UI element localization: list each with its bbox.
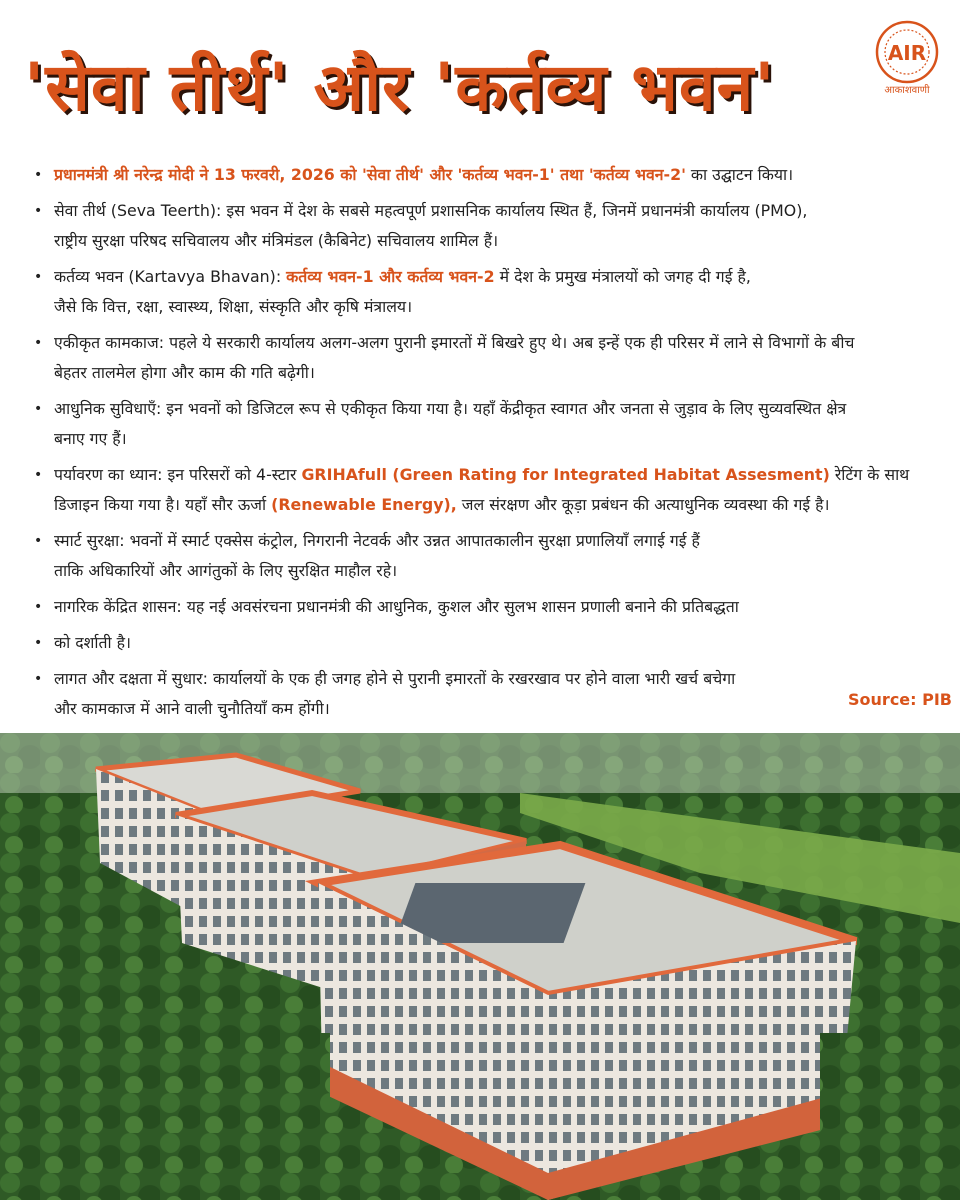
point-text: लागत और दक्षता में सुधार: कार्यालयों के एक ही जगह होने से पुरानी इमारतों के रखरखाव पर होने वाला भारी खर्च बचेगा	[54, 669, 736, 688]
point-text: एकीकृत कामकाज: पहले ये सरकारी कार्यालय अलग-अलग पुरानी इमारतों में बिखरे हुए थे। अब इन्हें एक ही परिसर में लाने से विभागों के बीच	[54, 333, 855, 352]
source-credit: Source: PIB	[848, 690, 952, 709]
point-text: और कामकाज में आने वाली चुनौतियाँ कम होंगी।	[54, 699, 330, 718]
point-text: राष्ट्रीय सुरक्षा परिषद सचिवालय और मंत्रिमंडल (कैबिनेट) सचिवालय शामिल हैं।	[54, 231, 499, 250]
point-text: बेहतर तालमेल होगा और काम की गति बढ़ेगी।	[54, 363, 315, 382]
point-text: जैसे कि वित्त, रक्षा, स्वास्थ्य, शिक्षा, संस्कृति और कृषि मंत्रालय।	[54, 297, 413, 316]
list-item	[28, 160, 958, 190]
list-item	[28, 664, 958, 724]
point-highlight: कर्तव्य भवन-1 और कर्तव्य भवन-2	[286, 267, 495, 286]
point-highlight: (Renewable Energy),	[271, 495, 457, 514]
point-text: आधुनिक सुविधाएँ: इन भवनों को डिजिटल रूप से एकीकृत किया गया है। यहाँ केंद्रीकृत स्वागत और जनता से जुड़ाव के लिए सुव्यवस्थित क्षेत्र	[54, 399, 847, 418]
point-highlight: GRIHAfull (Green Rating for Integrated Habitat Assesment)	[301, 465, 830, 484]
point-text: रेटिंग के साथ	[829, 465, 910, 484]
list-item	[28, 526, 958, 586]
bullet-icon: •	[34, 467, 43, 483]
list-item	[28, 628, 958, 658]
bullet-icon: •	[34, 635, 43, 651]
point-text: कर्तव्य भवन (Kartavya Bhavan):	[54, 267, 287, 286]
bullet-icon: •	[34, 671, 43, 687]
bullet-list	[28, 160, 958, 730]
point-text: सेवा तीर्थ (Seva Teerth): इस भवन में देश के सबसे महत्वपूर्ण प्रशासनिक कार्यालय स्थित हैं, जिनमें प्रधानमंत्री कार्यालय (PMO),	[54, 201, 808, 220]
bullet-icon: •	[34, 167, 43, 183]
bullet-icon: •	[34, 335, 43, 351]
point-text: बनाए गए हैं।	[54, 429, 127, 448]
list-item	[28, 592, 958, 622]
point-lead: प्रधानमंत्री श्री नरेन्द्र मोदी ने 13 फरवरी, 2026 को 'सेवा तीर्थ' और 'कर्तव्य भवन-1' तथा 'कर्तव्य भवन-2'	[54, 165, 686, 184]
point-text: में देश के प्रमुख मंत्रालयों को जगह दी गई है,	[494, 267, 751, 286]
aerial-building-photo	[0, 733, 960, 1200]
list-item	[28, 460, 958, 520]
bullet-icon: •	[34, 203, 43, 219]
bullet-icon: •	[34, 599, 43, 615]
point-text: नागरिक केंद्रित शासन: यह नई अवसंरचना प्रधानमंत्री की आधुनिक, कुशल और सुलभ शासन प्रणाली बनाने की प्रतिबद्धता	[54, 597, 739, 616]
list-item	[28, 196, 958, 256]
logo-caption: आकाशवाणी	[884, 85, 930, 96]
point-text: ताकि अधिकारियों और आगंतुकों के लिए सुरक्षित माहौल रहे।	[54, 561, 398, 580]
point-text: का उद्घाटन किया।	[685, 165, 794, 184]
point-text: स्मार्ट सुरक्षा: भवनों में स्मार्ट एक्सेस कंट्रोल, निगरानी नेटवर्क और उन्नत आपातकालीन सुरक्षा प्रणालियाँ लगाई गई हैं	[54, 531, 700, 550]
foreground-trees	[0, 1033, 330, 1200]
point-text: को दर्शाती है।	[54, 633, 131, 652]
logo-text: AIR	[887, 41, 927, 65]
page-title: 'सेवा तीर्थ' और 'कर्तव्य भवन'	[24, 49, 776, 126]
point-text: जल संरक्षण और कूड़ा प्रबंधन की अत्याधुनिक व्यवस्था की गई है।	[456, 495, 830, 514]
point-text: डिजाइन किया गया है। यहाँ सौर ऊर्जा	[54, 495, 272, 514]
building-illustration	[0, 733, 960, 1200]
list-item	[28, 328, 958, 388]
foreground-trees-right	[820, 1033, 960, 1200]
bullet-icon: •	[34, 401, 43, 417]
list-item	[28, 262, 958, 322]
bullet-icon: •	[34, 533, 43, 549]
bullet-icon: •	[34, 269, 43, 285]
list-item	[28, 394, 958, 454]
point-text: पर्यावरण का ध्यान: इन परिसरों को 4-स्टार	[54, 465, 302, 484]
